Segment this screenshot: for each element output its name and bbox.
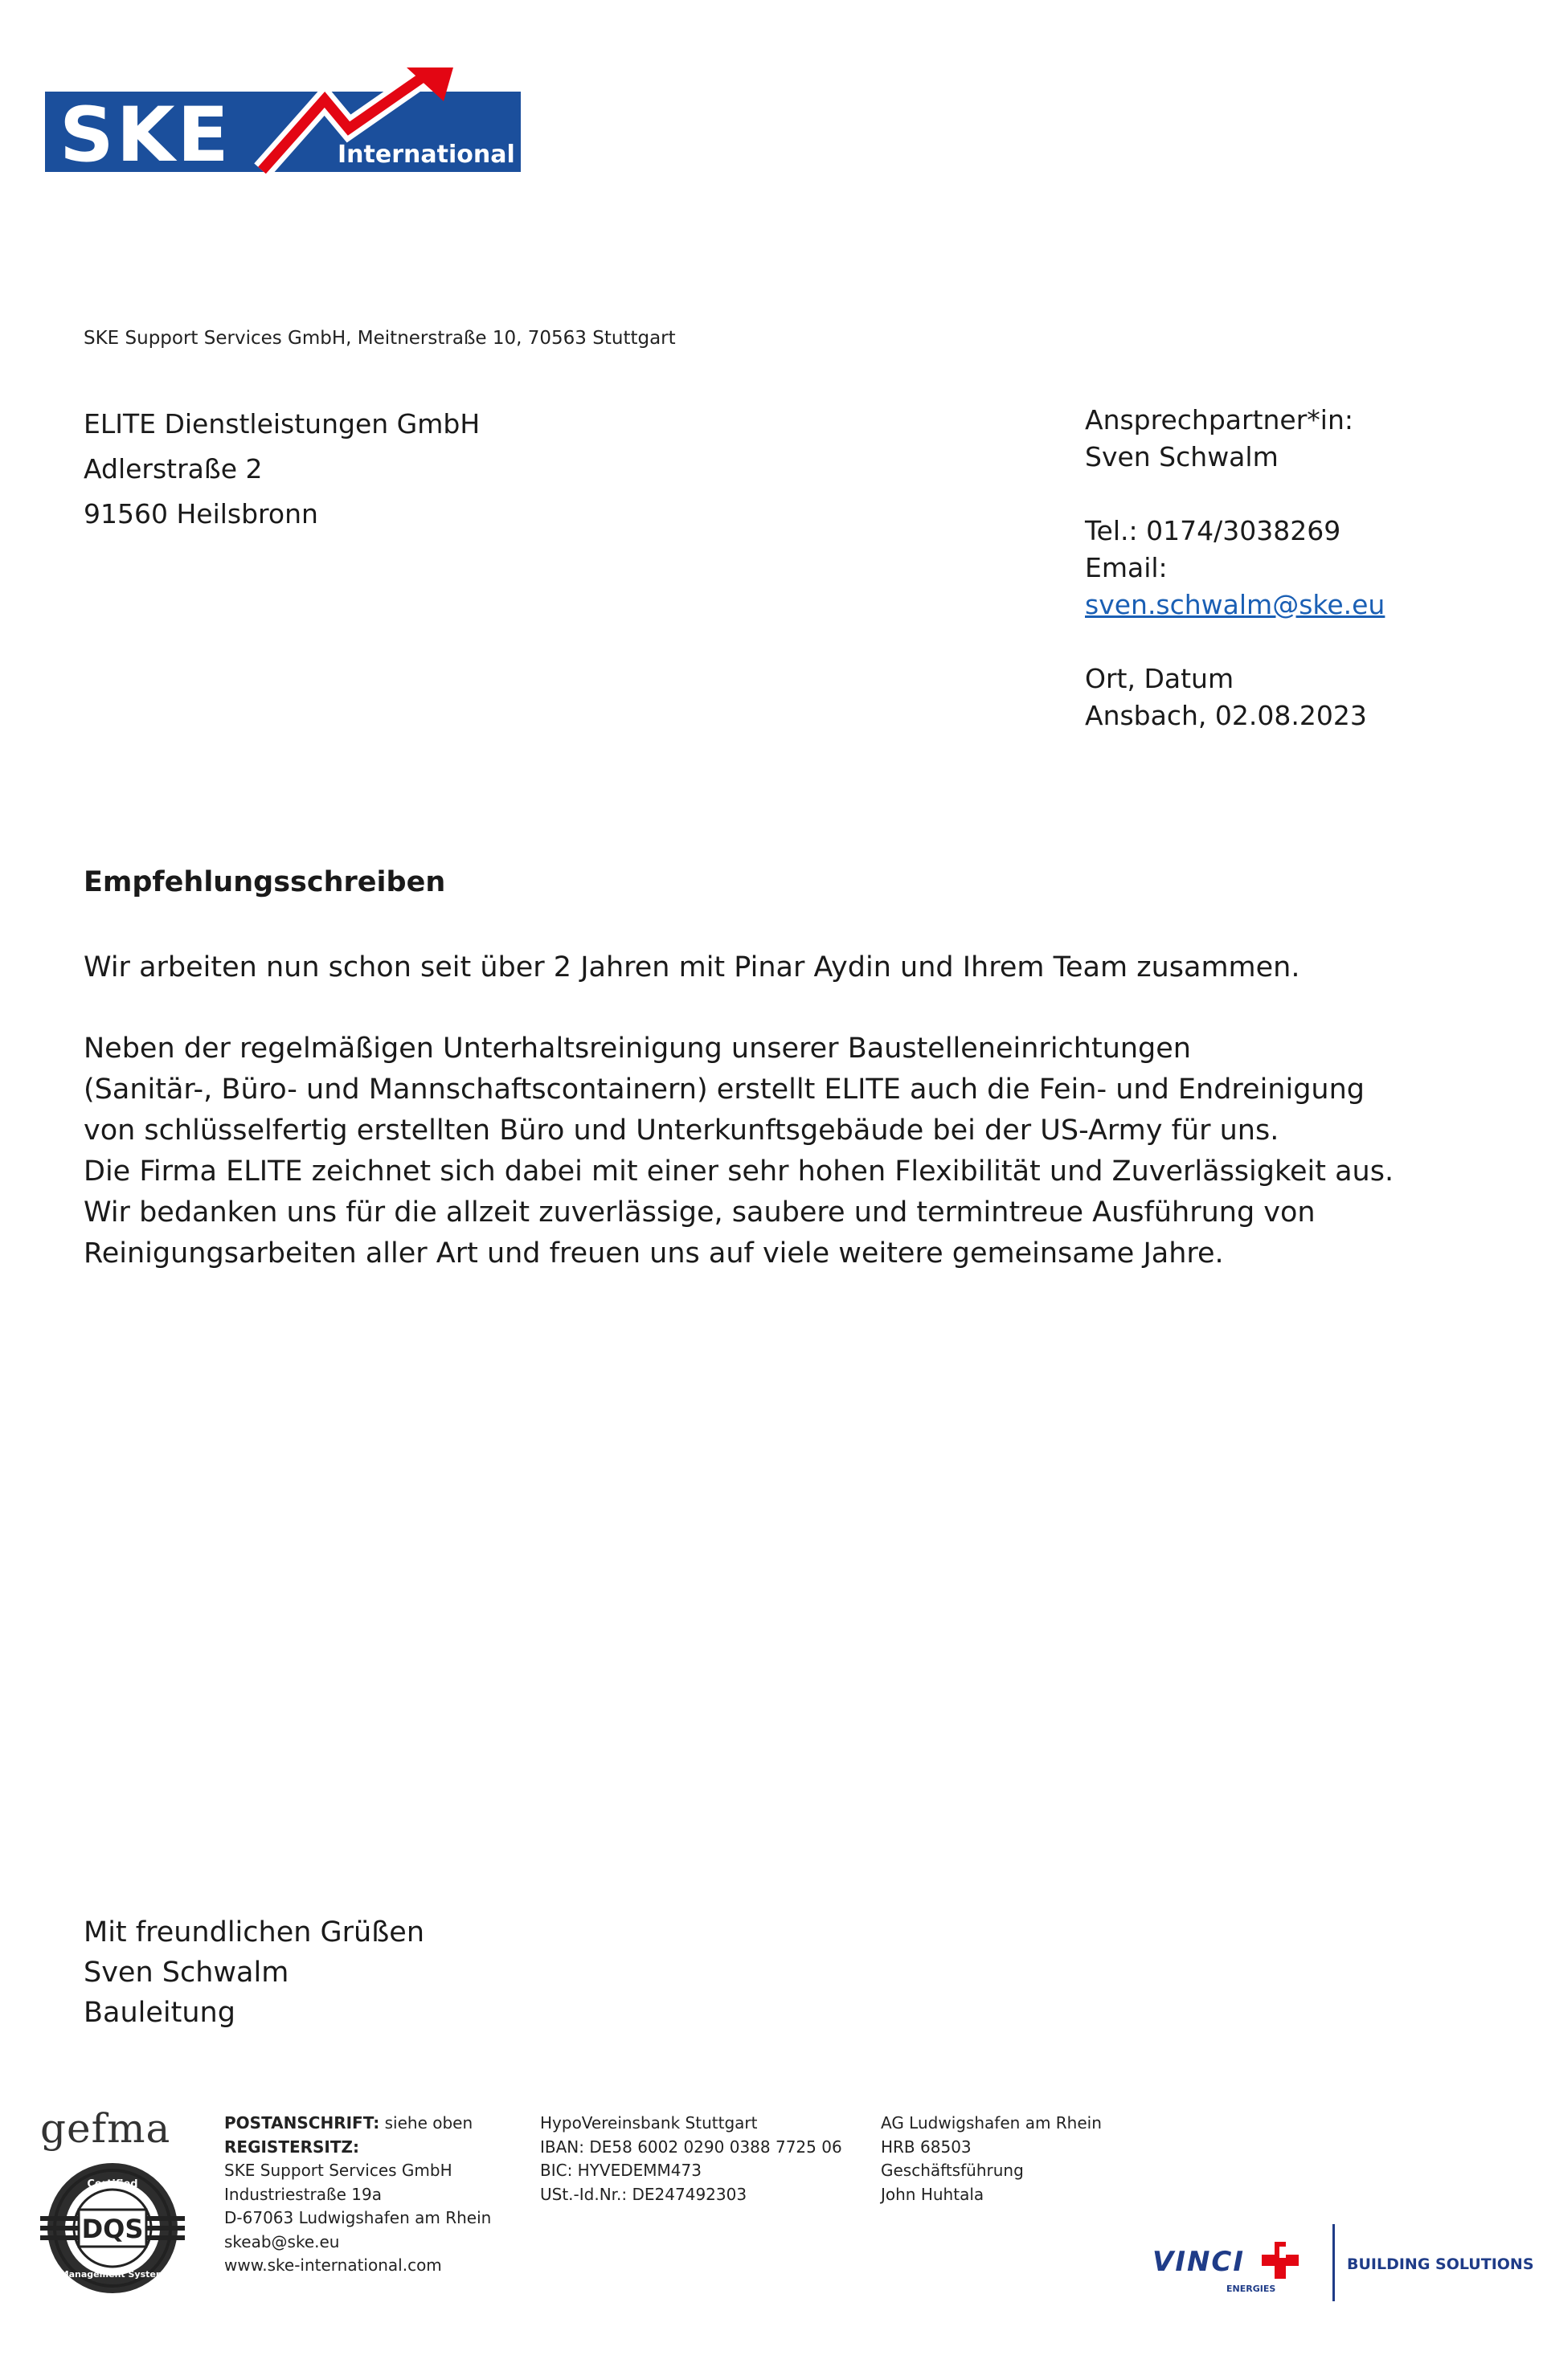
vinci-tagline: BUILDING SOLUTIONS bbox=[1347, 2255, 1534, 2273]
footer-bank-column bbox=[540, 2112, 842, 2206]
body-line: von schlüsselfertig erstellten Büro und Unterkunftsgebäude bei der US-Army für uns. bbox=[84, 1114, 1279, 1147]
postal-value: siehe oben bbox=[379, 2113, 473, 2133]
footer-line: D-67063 Ludwigshafen am Rhein bbox=[224, 2208, 492, 2227]
letter-body bbox=[84, 1028, 1394, 1274]
dqs-management-text: Management System bbox=[59, 2269, 166, 2280]
contact-name: Sven Schwalm bbox=[1085, 441, 1279, 472]
postal-label: POSTANSCHRIFT: bbox=[224, 2113, 380, 2133]
contact-email-link[interactable]: sven.schwalm@ske.eu bbox=[1085, 589, 1385, 620]
footer-line: IBAN: DE58 6002 0290 0388 7725 06 bbox=[540, 2137, 842, 2157]
footer-line: HypoVereinsbank Stuttgart bbox=[540, 2113, 758, 2133]
body-line: (Sanitär-, Büro- und Mannschaftscontainern) erstellt ELITE auch die Fein- und Endreinigung bbox=[84, 1073, 1365, 1106]
recipient-company: ELITE Dienstleistungen GmbH bbox=[84, 408, 481, 440]
footer-registry-column bbox=[881, 2112, 1102, 2206]
vinci-sub: ENERGIES bbox=[1226, 2284, 1276, 2294]
dqs-certified-text: Certified bbox=[87, 2178, 138, 2190]
contact-phone: Tel.: 0174/3038269 bbox=[1085, 515, 1341, 546]
logo-sub: International bbox=[338, 141, 515, 169]
logo-brand: SKE bbox=[59, 92, 231, 179]
footer-line: HRB 68503 bbox=[881, 2137, 972, 2157]
sender-address-line: SKE Support Services GmbH, Meitnerstraße 10, 70563 Stuttgart bbox=[84, 328, 676, 349]
recipient-street: Adlerstraße 2 bbox=[84, 453, 263, 485]
letter-intro: Wir arbeiten nun schon seit über 2 Jahren mit Pinar Aydin und Ihrem Team zusammen. bbox=[84, 951, 1300, 983]
footer-line: USt.-Id.Nr.: DE247492303 bbox=[540, 2184, 747, 2204]
gefma-dqs-logo bbox=[40, 2105, 189, 2286]
place-date-label: Ort, Datum bbox=[1085, 663, 1234, 694]
body-line: Die Firma ELITE zeichnet sich dabei mit einer sehr hohen Flexibilität und Zuverlässigkeit aus. bbox=[84, 1155, 1394, 1188]
footer-line: AG Ludwigshafen am Rhein bbox=[881, 2113, 1102, 2133]
body-line: Wir bedanken uns für die allzeit zuverlässige, saubere und termintreue Ausführung von bbox=[84, 1196, 1316, 1229]
footer-line: Industriestraße 19a bbox=[224, 2184, 382, 2204]
recipient-address bbox=[84, 402, 480, 537]
vinci-name: VINCI bbox=[1152, 2246, 1246, 2278]
gefma-wordmark: gefma bbox=[40, 2105, 171, 2152]
contact-email-label: Email: bbox=[1085, 552, 1168, 583]
footer-line: BIC: HYVEDEMM473 bbox=[540, 2161, 702, 2180]
body-line: Reinigungsarbeiten aller Art und freuen uns auf viele weitere gemeinsame Jahre. bbox=[84, 1237, 1224, 1270]
footer-line: SKE Support Services GmbH bbox=[224, 2161, 452, 2180]
footer-line: John Huhtala bbox=[881, 2184, 984, 2204]
footer-email[interactable]: skeab@ske.eu bbox=[224, 2231, 340, 2251]
contact-block bbox=[1085, 402, 1385, 734]
dqs-certified-seal-icon bbox=[40, 2168, 185, 2288]
footer-website[interactable]: www.ske-international.com bbox=[224, 2255, 442, 2275]
contact-label: Ansprechpartner*in: bbox=[1085, 404, 1353, 436]
body-line: Neben der regelmäßigen Unterhaltsreinigung unserer Baustelleneinrichtungen bbox=[84, 1033, 1191, 1065]
footer-address-column bbox=[224, 2112, 491, 2278]
registered-office-label: REGISTERSITZ: bbox=[224, 2137, 360, 2157]
dqs-mark: DQS bbox=[81, 2214, 144, 2244]
vinci-cross-icon bbox=[1262, 2242, 1299, 2279]
closing-name: Sven Schwalm bbox=[84, 1957, 289, 1989]
vinci-energies-logo bbox=[1152, 2219, 1534, 2308]
ske-logo bbox=[45, 67, 543, 179]
recipient-city: 91560 Heilsbronn bbox=[84, 498, 318, 530]
closing-greeting: Mit freundlichen Grüßen bbox=[84, 1916, 424, 1949]
letter-subject: Empfehlungsschreiben bbox=[84, 866, 446, 898]
letter-closing bbox=[84, 1912, 424, 2033]
closing-role: Bauleitung bbox=[84, 1997, 235, 2029]
place-date: Ansbach, 02.08.2023 bbox=[1085, 700, 1367, 731]
footer-line: Geschäftsführung bbox=[881, 2161, 1024, 2180]
